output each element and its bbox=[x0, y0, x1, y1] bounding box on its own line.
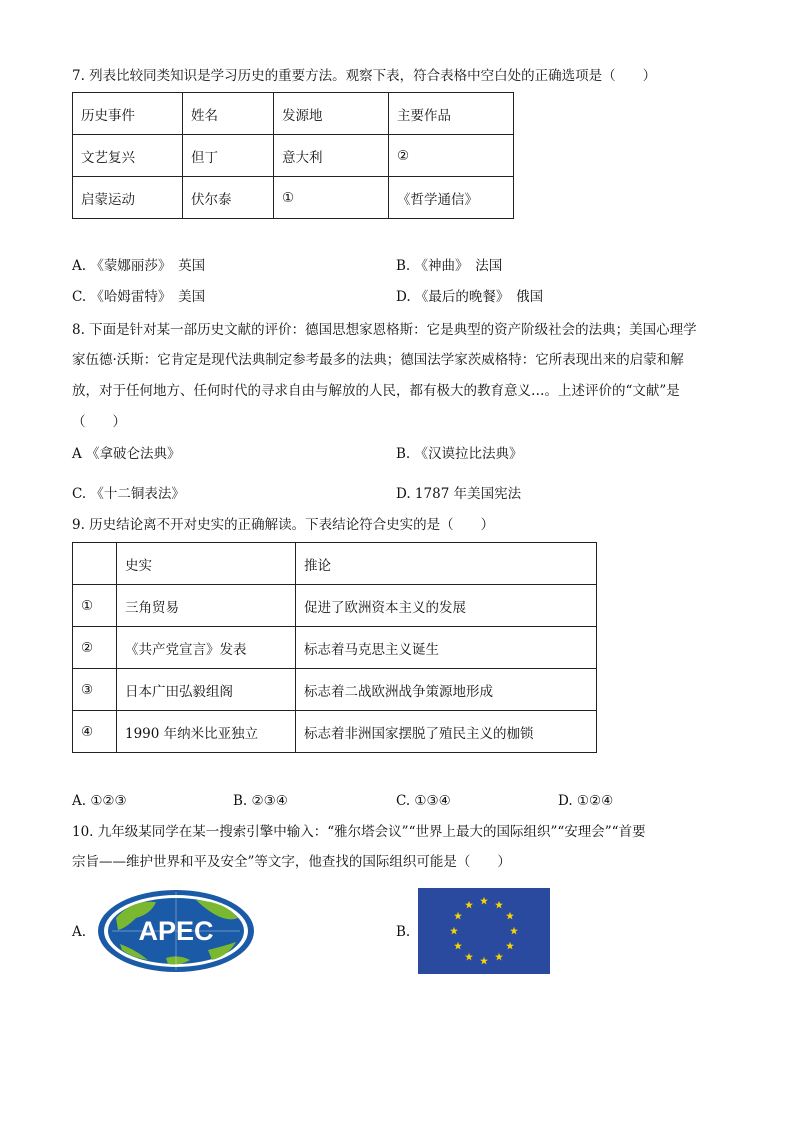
q7-stem: 7. 列表比较同类知识是学习历史的重要方法。观察下表，符合表格中空白处的正确选项是（ ） bbox=[72, 68, 657, 84]
table-row bbox=[73, 627, 597, 669]
q10-stem-line: 10. 九年级某同学在某一搜索引擎中输入：“雅尔塔会议”“世界上最大的国际组织”“安理会”“首要 bbox=[72, 824, 646, 840]
table-cell: ① bbox=[73, 585, 117, 627]
star-icon bbox=[465, 953, 473, 961]
table-cell: 意大利 bbox=[274, 135, 389, 177]
q7-option-a[interactable]: A. 《蒙娜丽莎》 英国 bbox=[72, 258, 206, 274]
q8-option-b[interactable]: B. 《汉谟拉比法典》 bbox=[396, 446, 523, 462]
table-header-cell: 主要作品 bbox=[389, 93, 514, 135]
star-icon bbox=[506, 942, 514, 950]
q9-option-c[interactable]: C. ①③④ bbox=[396, 793, 451, 809]
table-cell: 《共产党宣言》发表 bbox=[117, 627, 296, 669]
q8-stem-line: 8. 下面是针对某一部历史文献的评价：德国思想家恩格斯：它是典型的资产阶级社会的法典；美国心理学 bbox=[72, 322, 697, 338]
q8-stem-line: 家伍德·沃斯：它肯定是现代法典制定参考最多的法典；德国法学家茨威格特：它所表现出来的启蒙和解 bbox=[72, 352, 684, 368]
table-row bbox=[73, 669, 597, 711]
table-header-cell: 历史事件 bbox=[73, 93, 183, 135]
q8-stem-line: （ ） bbox=[72, 414, 126, 430]
q8-option-a[interactable]: A 《拿破仑法典》 bbox=[72, 446, 181, 462]
table-cell: 《哲学通信》 bbox=[389, 177, 514, 219]
star-icon bbox=[480, 897, 488, 905]
table-cell: ③ bbox=[73, 669, 117, 711]
table-header-row bbox=[73, 93, 514, 135]
q9-option-a[interactable]: A. ①②③ bbox=[72, 793, 127, 809]
table-header-row bbox=[73, 543, 597, 585]
eu-stars-icon bbox=[418, 888, 550, 974]
q8-option-d[interactable]: D. 1787 年美国宪法 bbox=[396, 486, 522, 502]
table-cell: ② bbox=[389, 135, 514, 177]
table-cell: 标志着马克思主义诞生 bbox=[296, 627, 597, 669]
star-icon bbox=[506, 912, 514, 920]
eu-flag-image[interactable] bbox=[418, 888, 550, 974]
table-cell: 促进了欧洲资本主义的发展 bbox=[296, 585, 597, 627]
table-cell: ④ bbox=[73, 711, 117, 753]
table-cell: 伏尔泰 bbox=[183, 177, 274, 219]
star-icon bbox=[450, 927, 458, 935]
table-row bbox=[73, 711, 597, 753]
table-row bbox=[73, 135, 514, 177]
table-cell: ① bbox=[274, 177, 389, 219]
q10-option-a[interactable]: A. bbox=[72, 924, 87, 940]
q8-stem-line: 放，对于任何地方、任何时代的寻求自由与解放的人民，都有极大的教育意义…。上述评价的“文献”是 bbox=[72, 383, 680, 399]
star-icon bbox=[495, 953, 503, 961]
table-row bbox=[73, 177, 514, 219]
table-header-cell bbox=[73, 543, 117, 585]
q7-option-b[interactable]: B. 《神曲》 法国 bbox=[396, 258, 503, 274]
q10-option-b[interactable]: B. bbox=[396, 924, 411, 940]
q7-option-d[interactable]: D. 《最后的晚餐》 俄国 bbox=[396, 289, 544, 305]
q9-option-b[interactable]: B. ②③④ bbox=[233, 793, 288, 809]
q9-stem: 9. 历史结论离不开对史实的正确解读。下表结论符合史实的是（ ） bbox=[72, 517, 495, 533]
q9-table bbox=[72, 542, 597, 753]
table-cell: 1990 年纳米比亚独立 bbox=[117, 711, 296, 753]
table-header-cell: 史实 bbox=[117, 543, 296, 585]
q7-option-c[interactable]: C. 《哈姆雷特》 美国 bbox=[72, 289, 206, 305]
table-header-cell: 姓名 bbox=[183, 93, 274, 135]
star-icon bbox=[495, 901, 503, 909]
table-cell: 标志着二战欧洲战争策源地形成 bbox=[296, 669, 597, 711]
star-icon bbox=[454, 942, 462, 950]
table-header-cell: 发源地 bbox=[274, 93, 389, 135]
q7-table bbox=[72, 92, 514, 219]
table-cell: 三角贸易 bbox=[117, 585, 296, 627]
star-icon bbox=[480, 957, 488, 965]
table-header-cell: 推论 bbox=[296, 543, 597, 585]
q8-option-c[interactable]: C. 《十二铜表法》 bbox=[72, 486, 185, 502]
table-cell: 文艺复兴 bbox=[73, 135, 183, 177]
star-icon bbox=[465, 901, 473, 909]
apec-globe-icon bbox=[96, 888, 256, 974]
q10-stem-line: 宗旨——维护世界和平及安全”等文字，他查找的国际组织可能是（ ） bbox=[72, 854, 511, 870]
table-cell: ② bbox=[73, 627, 117, 669]
table-row bbox=[73, 585, 597, 627]
q9-option-d[interactable]: D. ①②④ bbox=[558, 793, 614, 809]
table-cell: 标志着非洲国家摆脱了殖民主义的枷锁 bbox=[296, 711, 597, 753]
apec-logo-text: APEC bbox=[138, 916, 214, 946]
table-cell: 日本广田弘毅组阁 bbox=[117, 669, 296, 711]
table-cell: 启蒙运动 bbox=[73, 177, 183, 219]
star-icon bbox=[454, 912, 462, 920]
star-icon bbox=[510, 927, 518, 935]
table-cell: 但丁 bbox=[183, 135, 274, 177]
apec-logo-image[interactable] bbox=[96, 888, 256, 974]
